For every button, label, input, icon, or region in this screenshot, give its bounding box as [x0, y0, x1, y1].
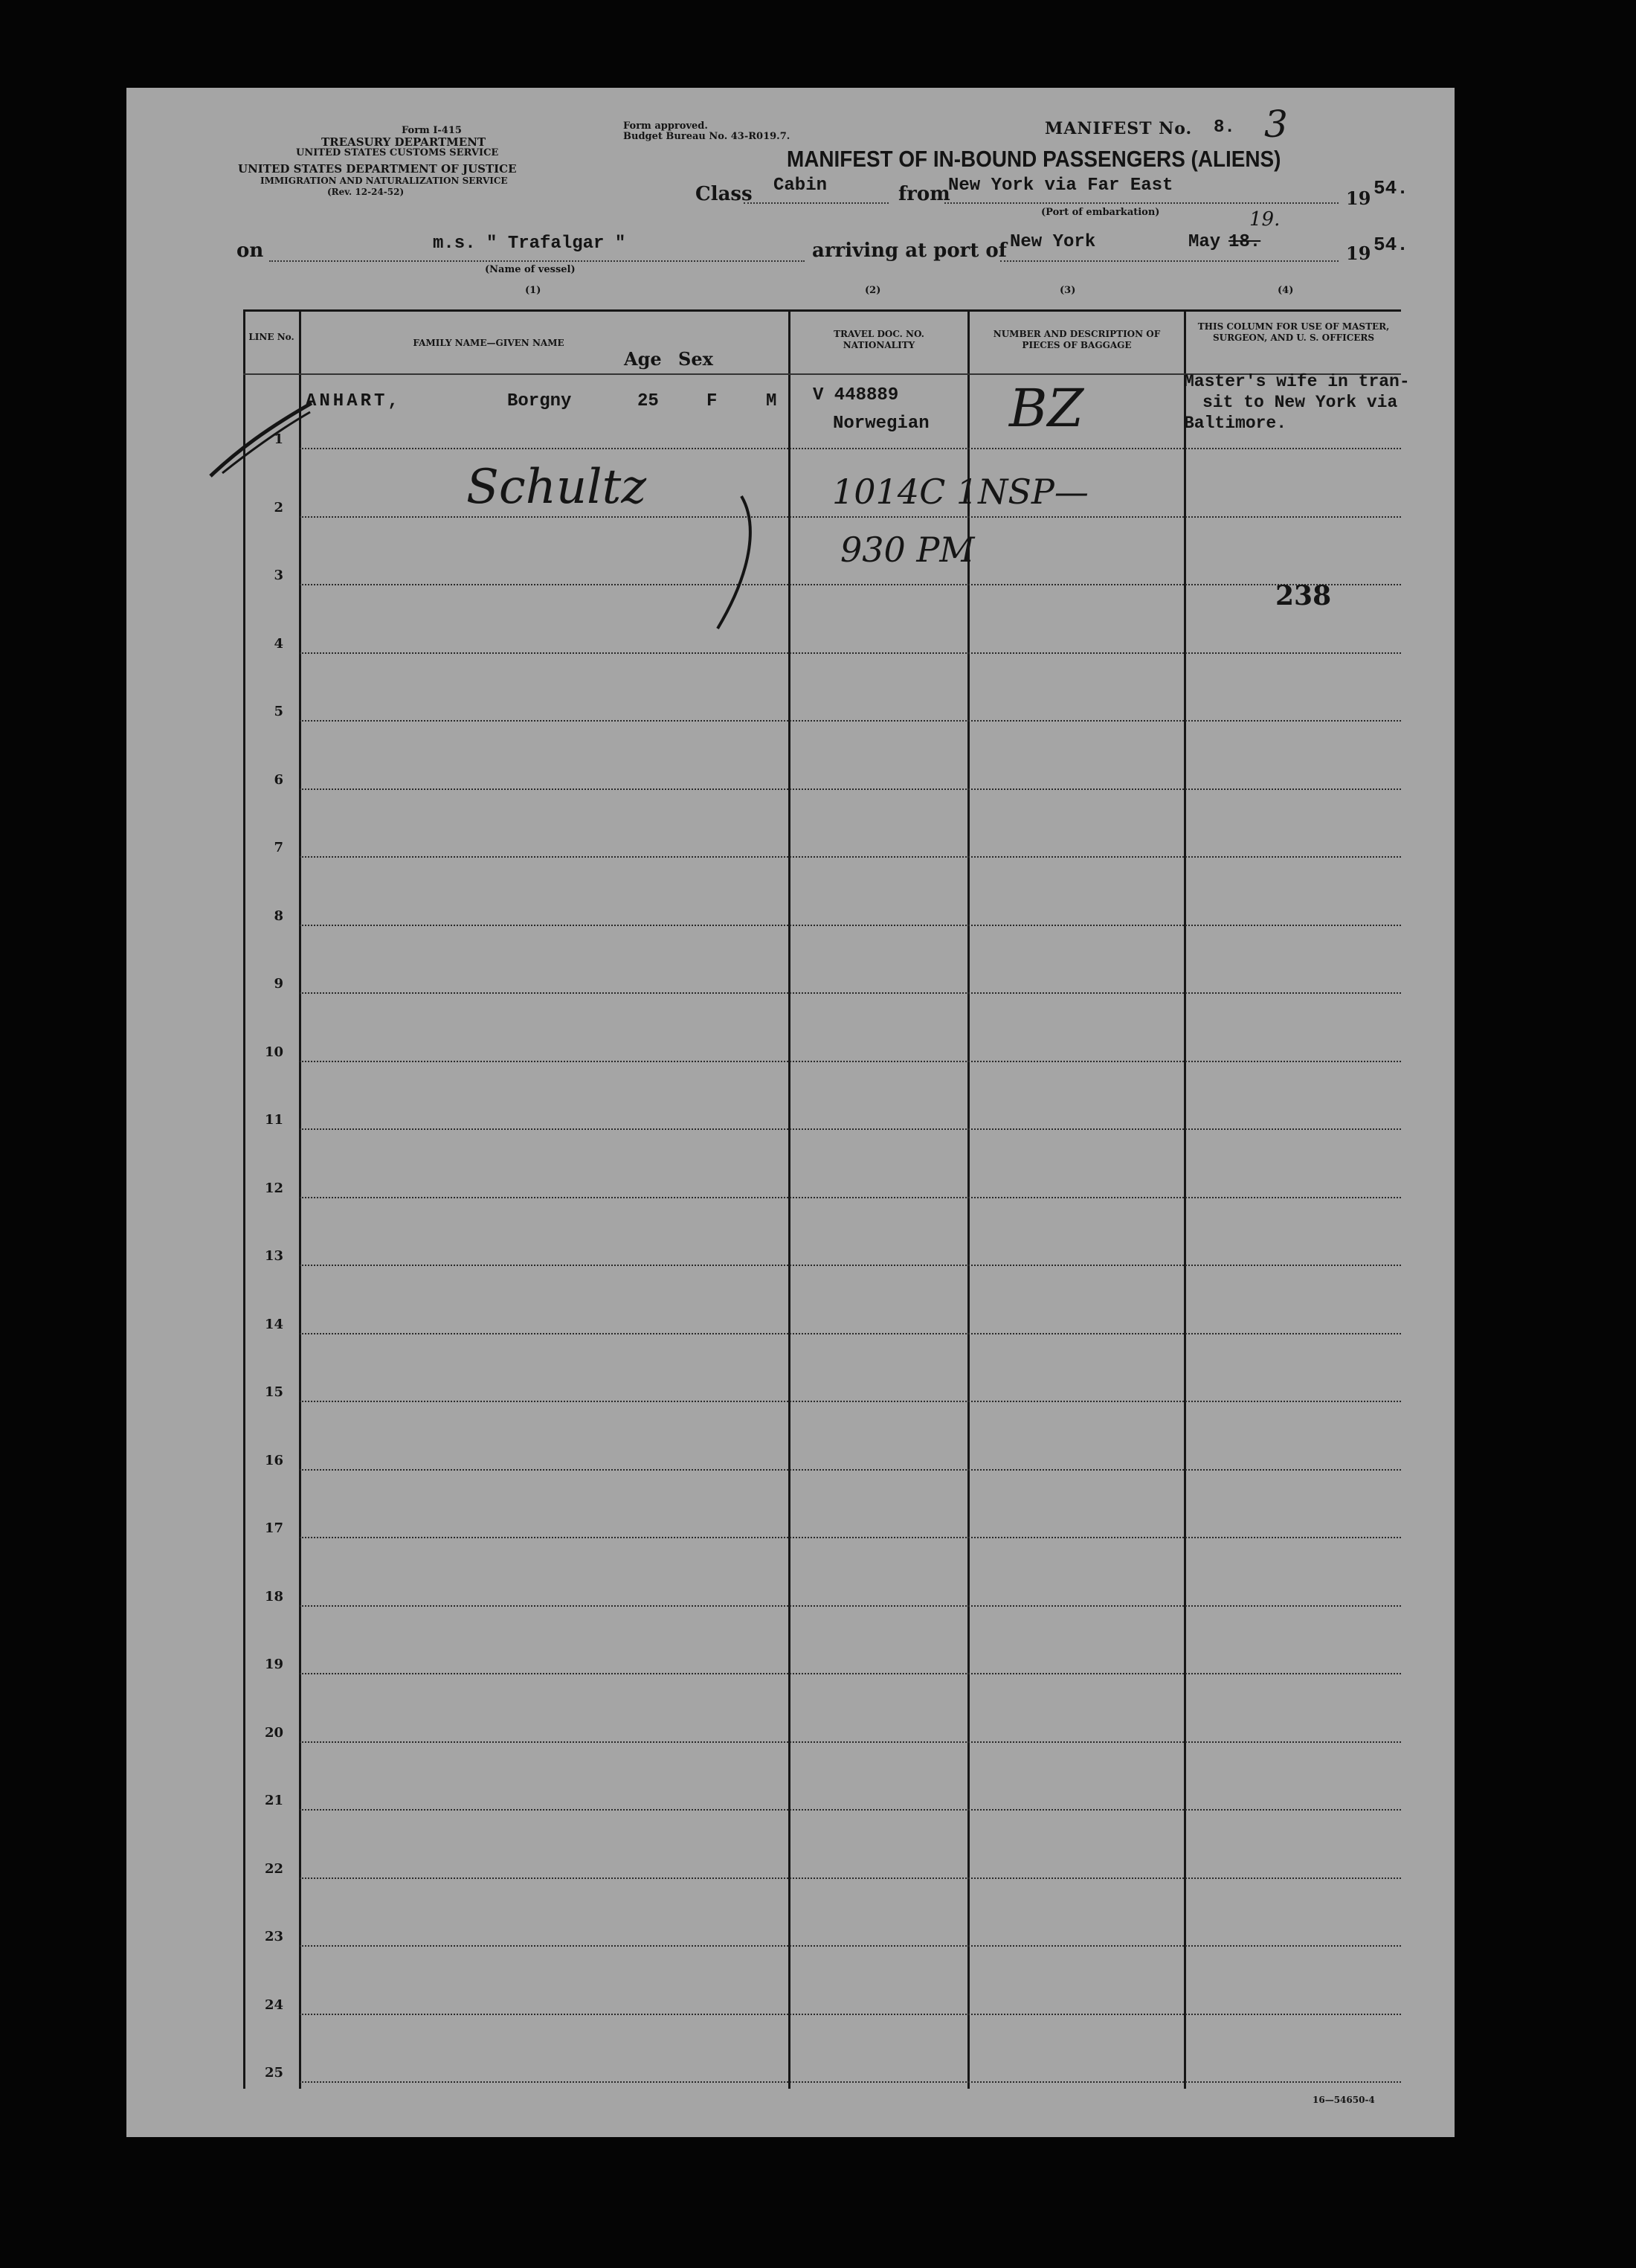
column-divider-travel — [967, 309, 970, 2089]
column-number-2: (2) — [865, 285, 881, 296]
stamp-number: 238 — [1275, 580, 1332, 611]
department-of-justice: UNITED STATES DEPARTMENT OF JUSTICE — [238, 162, 517, 176]
port-underline — [1000, 260, 1339, 262]
on-label: on — [236, 240, 264, 262]
row-rule — [300, 788, 1401, 790]
handwritten-time-note: 930 PM — [840, 530, 975, 570]
remark-line-1: Master's wife in tran- — [1184, 372, 1410, 391]
row-rule — [300, 1877, 1401, 1879]
row-rule — [300, 1809, 1401, 1811]
line-number: 12 — [264, 1180, 283, 1196]
form-number: Form I-415 — [402, 125, 462, 136]
remark-line-2: sit to New York via — [1202, 393, 1398, 412]
line-number: 21 — [264, 1793, 283, 1808]
table-border-left — [243, 309, 245, 2089]
row-rule — [300, 992, 1401, 994]
header-sex: Sex — [678, 348, 713, 370]
passenger-age: 25 — [637, 391, 659, 411]
line-number: 16 — [264, 1452, 283, 1468]
row-rule — [300, 1061, 1401, 1062]
row-rule — [300, 1333, 1401, 1334]
manifest-number-typed: 8. — [1214, 118, 1235, 138]
customs-service: UNITED STATES CUSTOMS SERVICE — [296, 147, 499, 158]
line-number: 10 — [264, 1044, 283, 1060]
line-number: 23 — [264, 1929, 283, 1944]
line-number: 22 — [264, 1860, 283, 1877]
line-number: 8 — [274, 907, 283, 924]
line-number: 20 — [264, 1724, 283, 1741]
budget-bureau: Budget Bureau No. 43-R019.7. — [623, 131, 790, 142]
row-rule — [300, 1537, 1401, 1538]
handwritten-signature: Schultz — [466, 460, 647, 515]
line-number: 7 — [274, 840, 283, 855]
form-approved: Form approved. — [623, 121, 708, 132]
column-number-4: (4) — [1278, 285, 1294, 296]
arrival-day-handwritten: 19. — [1249, 208, 1281, 231]
line-number: 15 — [264, 1384, 283, 1400]
row-rule — [300, 1469, 1401, 1471]
manifest-number-handwritten: 3 — [1264, 103, 1288, 146]
header-family-name: FAMILY NAME—GIVEN NAME — [413, 338, 564, 348]
line-number: 2 — [274, 499, 283, 515]
line-number: 1 — [274, 431, 283, 447]
revision-date: (Rev. 12-24-52) — [327, 187, 405, 197]
row-rule — [300, 1401, 1401, 1402]
line-number: 19 — [264, 1657, 283, 1672]
line-number: 18 — [264, 1588, 283, 1604]
row-rule — [300, 448, 1401, 449]
from-value: New York via Far East — [948, 176, 1173, 196]
row-rule — [300, 1197, 1401, 1198]
manifest-title: MANIFEST OF IN-BOUND PASSENGERS (ALIENS) — [787, 146, 1281, 172]
treasury-department: TREASURY DEPARTMENT — [321, 135, 486, 149]
class-label: Class — [695, 183, 753, 205]
header-officers: THIS COLUMN FOR USE OF MASTER, SURGEON, AND U. S. OFFICERS — [1197, 321, 1390, 343]
row-rule — [300, 720, 1401, 722]
line-number: 11 — [264, 1112, 283, 1128]
line-number: 24 — [264, 1996, 283, 2013]
row-rule — [300, 925, 1401, 926]
class-value: Cabin — [773, 176, 828, 196]
footer-code: 16—54650-4 — [1313, 2095, 1375, 2105]
port-of-embarkation-caption: (Port of embarkation) — [1041, 207, 1160, 218]
passenger-family-name: ANHART, — [306, 391, 402, 411]
line-number: 5 — [274, 704, 283, 719]
row-rule — [300, 2081, 1401, 2083]
baggage-handwritten: BZ — [1009, 378, 1084, 439]
column-divider-name — [788, 309, 790, 2089]
line-number: 17 — [264, 1520, 283, 1536]
passenger-travel-doc: V 448889 — [813, 385, 899, 405]
year-prefix-2: 19 — [1346, 242, 1371, 264]
header-travel-doc: TRAVEL DOC. NO. NATIONALITY — [834, 329, 924, 350]
line-number: 9 — [274, 976, 283, 992]
vessel-name: m.s. " Trafalgar " — [433, 234, 626, 254]
year-prefix-1: 19 — [1346, 187, 1371, 209]
remark-line-3: Baltimore. — [1184, 414, 1287, 433]
from-underline — [944, 202, 1339, 204]
from-label: from — [898, 183, 950, 205]
line-number: 14 — [264, 1316, 283, 1332]
header-baggage: NUMBER AND DESCRIPTION OF PIECES OF BAGGAGE — [993, 329, 1161, 350]
passenger-sex: F — [706, 391, 718, 411]
line-number: 13 — [264, 1248, 283, 1264]
naturalization-service: IMMIGRATION AND NATURALIZATION SERVICE — [260, 176, 508, 186]
year-2: 54. — [1373, 234, 1408, 256]
row-rule — [300, 1128, 1401, 1130]
row-rule — [300, 584, 1401, 585]
arrival-month: May — [1188, 232, 1221, 252]
line-number: 6 — [274, 771, 283, 788]
row-rule — [300, 1673, 1401, 1674]
row-rule — [300, 1605, 1401, 1607]
arrival-day-typed: 18. — [1228, 232, 1261, 252]
table-top-border — [243, 309, 1401, 312]
column-divider-line — [299, 309, 301, 2089]
passenger-table — [243, 309, 1410, 2089]
class-underline — [744, 202, 889, 204]
line-number: 4 — [274, 635, 283, 652]
row-rule — [300, 2014, 1401, 2015]
passenger-nationality: Norwegian — [833, 414, 930, 434]
row-rule — [300, 856, 1401, 858]
row-rule — [300, 516, 1401, 518]
column-divider-baggage — [1184, 309, 1186, 2089]
handwritten-inspection-note: 1014C 1NSP— — [832, 472, 1089, 512]
header-line-no: LINE No. — [248, 332, 294, 342]
row-rule — [300, 1265, 1401, 1266]
check-mark — [207, 399, 319, 481]
column-number-1: (1) — [525, 285, 541, 296]
passenger-marital-status: M — [766, 391, 777, 411]
line-number: 3 — [274, 568, 283, 583]
column-number-3: (3) — [1060, 285, 1076, 296]
vessel-underline — [269, 260, 805, 262]
header-age: Age — [624, 348, 662, 370]
vessel-caption: (Name of vessel) — [485, 264, 576, 275]
row-rule — [300, 1741, 1401, 1743]
row-rule — [300, 1945, 1401, 1947]
line-number: 25 — [264, 2065, 283, 2081]
manifest-number-label: MANIFEST No. — [1045, 119, 1193, 138]
year-1: 54. — [1373, 177, 1408, 199]
signature-stroke — [712, 492, 771, 633]
arrival-port: New York — [1010, 232, 1096, 252]
arriving-label: arriving at port of — [812, 240, 1007, 262]
row-rule — [300, 652, 1401, 654]
passenger-given-name: Borgny — [507, 391, 572, 411]
